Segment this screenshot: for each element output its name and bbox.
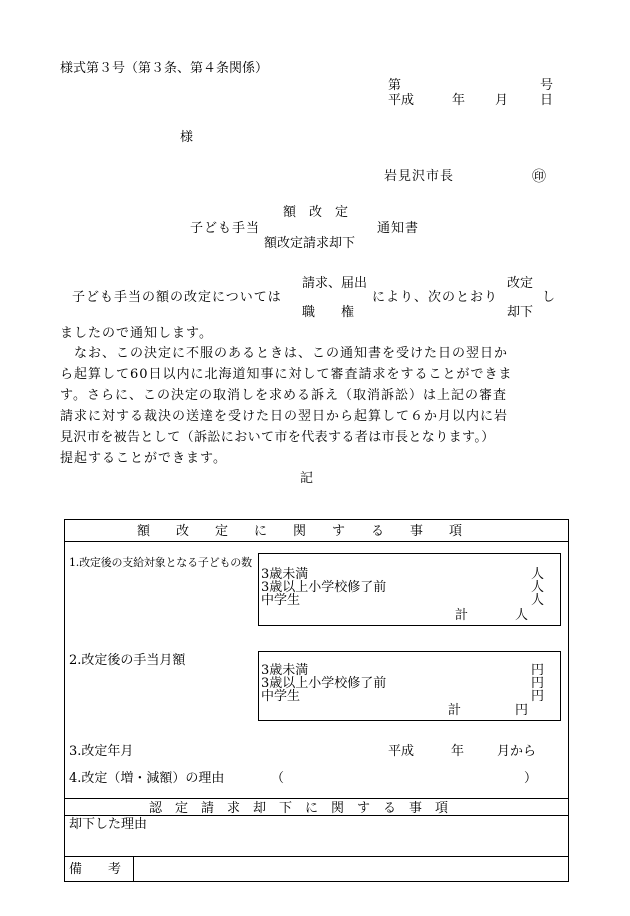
item1-label: 1.改定後の支給対象となる子どもの数 xyxy=(69,556,252,569)
divider xyxy=(65,856,568,857)
title-left: 子ども手当 xyxy=(190,221,261,236)
unit-yen: 円 xyxy=(531,663,545,678)
revision-era: 平成 xyxy=(388,744,415,759)
monthly-amount-box xyxy=(258,651,561,721)
para-line: 請求に対する裁決の送達を受けた日の翌日から起算して６か月以内に岩 xyxy=(60,409,509,424)
total-label: 計 xyxy=(455,608,469,623)
total-label: 計 xyxy=(448,703,462,718)
unit-yen: 円 xyxy=(531,689,545,704)
doc-no-suffix: 号 xyxy=(540,78,554,93)
date-day: 日 xyxy=(540,93,554,108)
reason-close-paren: ） xyxy=(524,771,538,786)
body-line2: ましたので通知します。 xyxy=(60,326,213,341)
item2-label: 2.改定後の手当月額 xyxy=(69,653,186,668)
body-intro: 子ども手当の額の改定については xyxy=(72,290,282,305)
body-option-bottom: 職 権 xyxy=(302,305,355,320)
issuer-name: 岩見沢市長 xyxy=(384,169,455,184)
para-line: す。さらに、この決定の取消しを求める訴え（取消訴訟）は上記の審査 xyxy=(60,388,507,403)
divider xyxy=(65,798,568,799)
divider xyxy=(133,856,134,882)
unit-yen: 円 xyxy=(515,703,529,718)
unit-person: 人 xyxy=(531,580,545,595)
item3-label: 3.改定年月 xyxy=(69,744,134,759)
unit-person: 人 xyxy=(515,608,529,623)
divider xyxy=(65,815,568,816)
body-result-bottom: 却下 xyxy=(507,305,534,320)
row-elementary: 3歳以上小学校修了前 xyxy=(261,676,387,691)
body-result-suffix: し xyxy=(542,290,556,305)
date-year: 年 xyxy=(452,93,466,108)
doc-no-prefix: 第 xyxy=(388,78,402,93)
reject-reason-label: 却下した理由 xyxy=(69,817,148,832)
date-era: 平成 xyxy=(388,93,415,108)
row-junior-high: 中学生 xyxy=(261,593,301,608)
para-line: ら起算して60日以内に北海道知事に対して審査請求をすることができま xyxy=(60,367,513,382)
addressee-suffix: 様 xyxy=(180,130,194,145)
ki-marker: 記 xyxy=(300,471,314,486)
body-result-top: 改定 xyxy=(507,276,534,291)
row-junior-high: 中学生 xyxy=(261,689,301,704)
children-count-box xyxy=(258,553,561,626)
unit-yen: 円 xyxy=(531,676,545,691)
table-header-rejection: 認 定 請 求 却 下 に 関 す る 事 項 xyxy=(149,801,449,816)
para-line: なお、この決定に不服のあるときは、この通知書を受けた日の翌日か xyxy=(60,346,509,361)
reason-open-paren: （ xyxy=(271,771,285,786)
para-line: 提起することができます。 xyxy=(60,451,227,466)
date-month: 月 xyxy=(495,93,509,108)
seal-mark: ㊞ xyxy=(532,169,546,185)
body-mid: により、次のとおり xyxy=(372,290,499,305)
body-option-top: 請求、届出 xyxy=(302,276,368,291)
unit-person: 人 xyxy=(531,567,545,582)
title-option-bottom: 額改定請求却下 xyxy=(264,236,356,251)
unit-person: 人 xyxy=(531,593,545,608)
row-under3: 3歳未満 xyxy=(261,663,309,678)
row-under3: 3歳未満 xyxy=(261,567,309,582)
details-table xyxy=(64,519,569,882)
para-line: 見沢市を被告として（訴訟において市を代表する者は市長となります。） xyxy=(60,430,495,445)
revision-month: 月から xyxy=(497,744,537,759)
remarks-label: 備 考 xyxy=(69,862,122,877)
divider xyxy=(65,541,568,542)
title-right: 通知書 xyxy=(377,221,420,236)
item4-label: 4.改定（増・減額）の理由 xyxy=(69,771,225,786)
row-elementary: 3歳以上小学校修了前 xyxy=(261,580,387,595)
table-header-amount-revision: 額 改 定 に 関 す る 事 項 xyxy=(137,524,463,539)
title-option-top: 額 改 定 xyxy=(283,205,349,220)
form-reference: 様式第３号（第３条、第４条関係） xyxy=(60,61,269,76)
revision-year: 年 xyxy=(451,744,465,759)
